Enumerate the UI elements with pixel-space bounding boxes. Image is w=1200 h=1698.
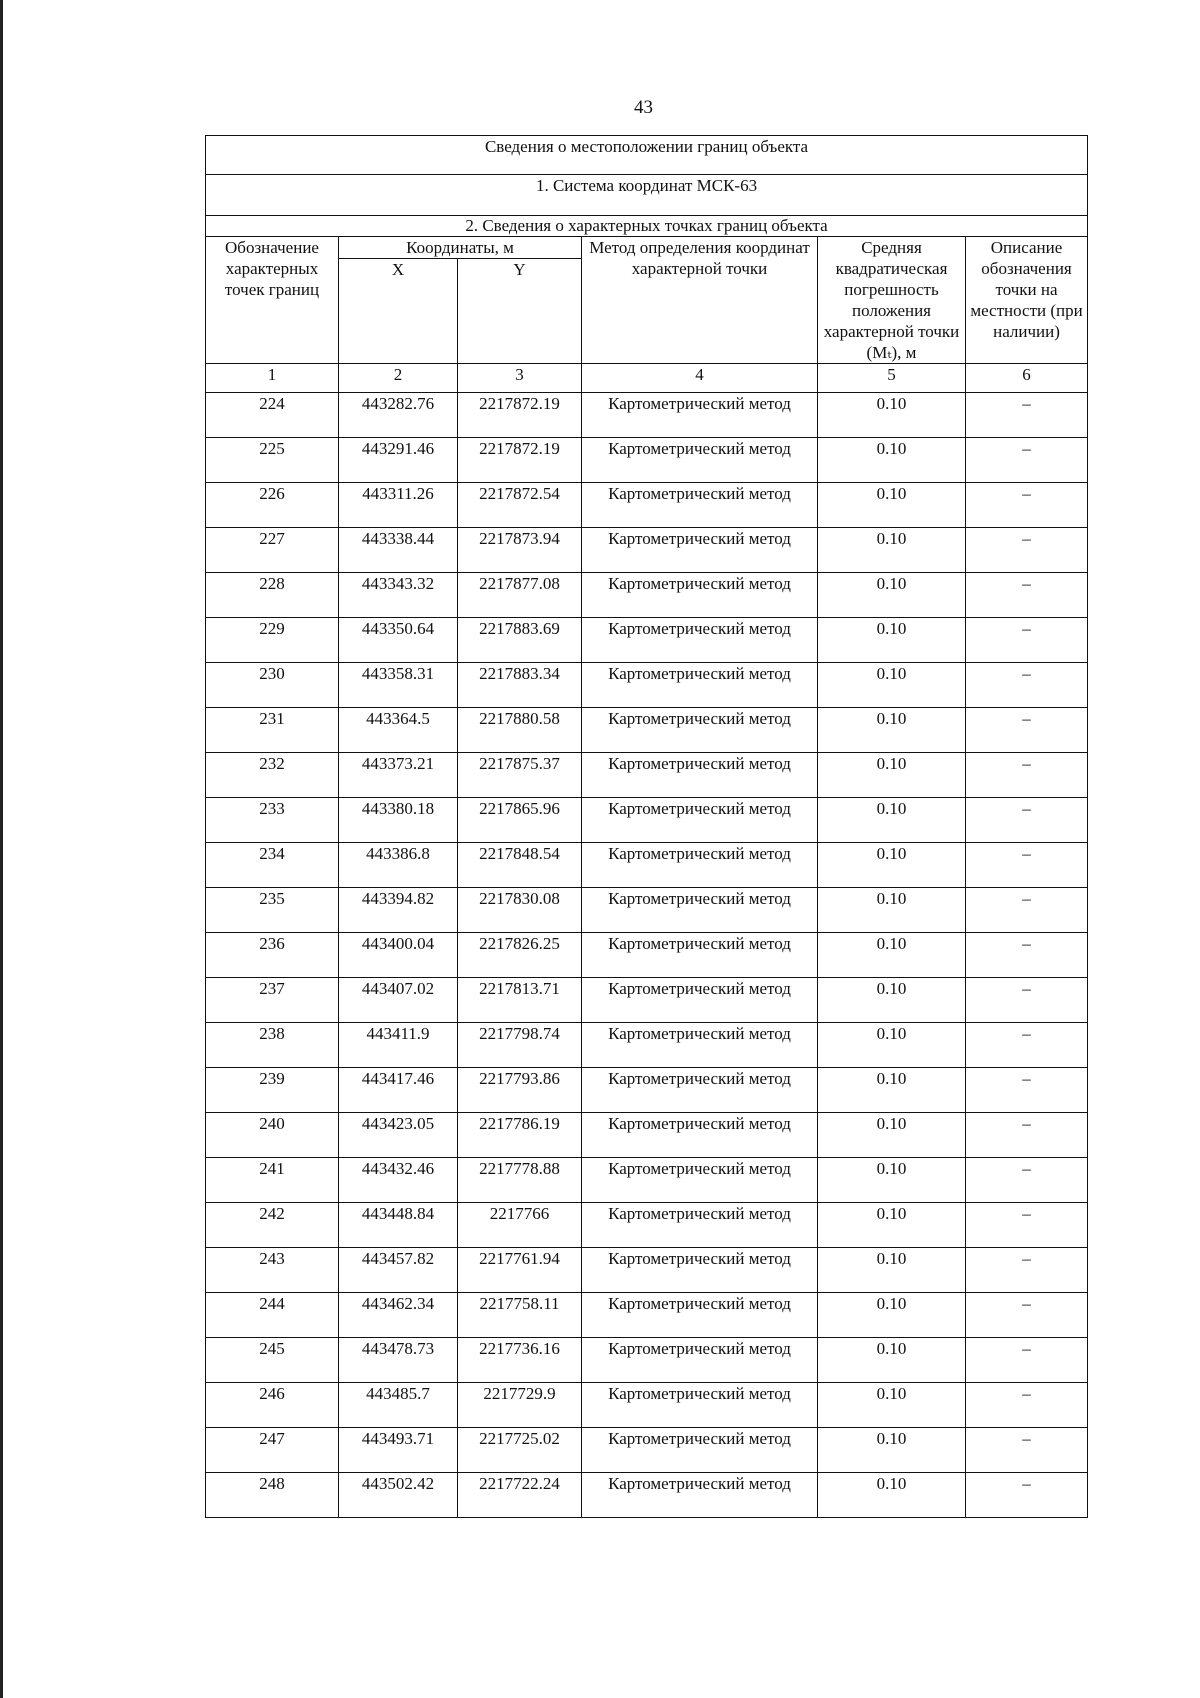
cell-error: 0.10: [818, 798, 966, 843]
table-row: [206, 753, 1088, 798]
table-row: [206, 978, 1088, 1023]
header-coords: Координаты, м: [339, 237, 582, 259]
cell-x: 443478.73: [339, 1338, 458, 1383]
cell-point: 240: [206, 1113, 339, 1158]
cell-description: –: [966, 798, 1088, 843]
cell-method: Картометрический метод: [582, 933, 818, 978]
cell-method: Картометрический метод: [582, 1293, 818, 1338]
cell-error: 0.10: [818, 573, 966, 618]
cell-point: 228: [206, 573, 339, 618]
cell-x: 443343.32: [339, 573, 458, 618]
cell-error: 0.10: [818, 528, 966, 573]
cell-y: 2217875.37: [458, 753, 582, 798]
table-row: [206, 438, 1088, 483]
cell-y: 2217872.19: [458, 393, 582, 438]
table-row: [206, 708, 1088, 753]
cell-method: Картометрический метод: [582, 1428, 818, 1473]
cell-error: 0.10: [818, 1023, 966, 1068]
column-number: 5: [818, 364, 966, 393]
cell-x: 443485.7: [339, 1383, 458, 1428]
cell-y: 2217883.34: [458, 663, 582, 708]
cell-x: 443502.42: [339, 1473, 458, 1518]
cell-point: 229: [206, 618, 339, 663]
cell-x: 443394.82: [339, 888, 458, 933]
cell-y: 2217880.58: [458, 708, 582, 753]
cell-x: 443338.44: [339, 528, 458, 573]
cell-point: 242: [206, 1203, 339, 1248]
table-row: [206, 1383, 1088, 1428]
cell-description: –: [966, 1473, 1088, 1518]
cell-description: –: [966, 933, 1088, 978]
cell-error: 0.10: [818, 1158, 966, 1203]
cell-method: Картометрический метод: [582, 978, 818, 1023]
table-row: [206, 1203, 1088, 1248]
cell-description: –: [966, 438, 1088, 483]
cell-x: 443350.64: [339, 618, 458, 663]
header-method: Метод определения координат характерной точки: [582, 237, 818, 364]
cell-method: Картометрический метод: [582, 573, 818, 618]
cell-description: –: [966, 1338, 1088, 1383]
cell-method: Картометрический метод: [582, 1248, 818, 1293]
cell-method: Картометрический метод: [582, 1383, 818, 1428]
cell-description: –: [966, 1023, 1088, 1068]
cell-method: Картометрический метод: [582, 1203, 818, 1248]
cell-y: 2217873.94: [458, 528, 582, 573]
cell-x: 443291.46: [339, 438, 458, 483]
page-number: 43: [634, 97, 653, 118]
cell-description: –: [966, 1068, 1088, 1113]
cell-x: 443386.8: [339, 843, 458, 888]
cell-method: Картометрический метод: [582, 1473, 818, 1518]
cell-point: 226: [206, 483, 339, 528]
cell-error: 0.10: [818, 978, 966, 1023]
cell-error: 0.10: [818, 438, 966, 483]
table-title: Сведения о местоположении границ объекта: [206, 136, 1088, 175]
header-row: [206, 237, 1088, 259]
cell-error: 0.10: [818, 483, 966, 528]
cell-description: –: [966, 663, 1088, 708]
cell-description: –: [966, 1428, 1088, 1473]
cell-description: –: [966, 888, 1088, 933]
table-title-row: [206, 136, 1088, 175]
column-number: 6: [966, 364, 1088, 393]
cell-description: –: [966, 1383, 1088, 1428]
cell-error: 0.10: [818, 1068, 966, 1113]
header-y: Y: [458, 259, 582, 364]
cell-y: 2217883.69: [458, 618, 582, 663]
cell-description: –: [966, 393, 1088, 438]
cell-point: 243: [206, 1248, 339, 1293]
table-row: [206, 483, 1088, 528]
cell-error: 0.10: [818, 1293, 966, 1338]
cell-point: 246: [206, 1383, 339, 1428]
header-x: X: [339, 259, 458, 364]
cell-x: 443407.02: [339, 978, 458, 1023]
cell-error: 0.10: [818, 1203, 966, 1248]
cell-method: Картометрический метод: [582, 1068, 818, 1113]
cell-method: Картометрический метод: [582, 483, 818, 528]
cell-point: 235: [206, 888, 339, 933]
cell-x: 443282.76: [339, 393, 458, 438]
header-point: Обозначение характерных точек границ: [206, 237, 339, 364]
coordinate-system-row: [206, 175, 1088, 216]
cell-y: 2217826.25: [458, 933, 582, 978]
cell-x: 443411.9: [339, 1023, 458, 1068]
cell-y: 2217813.71: [458, 978, 582, 1023]
section-title: 2. Сведения о характерных точках границ объекта: [206, 216, 1088, 237]
cell-error: 0.10: [818, 1113, 966, 1158]
column-number: 2: [339, 364, 458, 393]
cell-description: –: [966, 978, 1088, 1023]
cell-x: 443462.34: [339, 1293, 458, 1338]
cell-point: 238: [206, 1023, 339, 1068]
cell-error: 0.10: [818, 1338, 966, 1383]
cell-description: –: [966, 483, 1088, 528]
cell-error: 0.10: [818, 708, 966, 753]
table-row: [206, 573, 1088, 618]
cell-point: 232: [206, 753, 339, 798]
cell-error: 0.10: [818, 1428, 966, 1473]
cell-error: 0.10: [818, 888, 966, 933]
table-row: [206, 1338, 1088, 1383]
cell-method: Картометрический метод: [582, 843, 818, 888]
cell-point: 245: [206, 1338, 339, 1383]
cell-point: 247: [206, 1428, 339, 1473]
cell-y: 2217848.54: [458, 843, 582, 888]
cell-x: 443448.84: [339, 1203, 458, 1248]
boundary-points-table: [205, 135, 1088, 1518]
cell-point: 239: [206, 1068, 339, 1113]
cell-x: 443423.05: [339, 1113, 458, 1158]
cell-y: 2217736.16: [458, 1338, 582, 1383]
table-row: [206, 933, 1088, 978]
cell-error: 0.10: [818, 618, 966, 663]
cell-x: 443493.71: [339, 1428, 458, 1473]
cell-method: Картометрический метод: [582, 753, 818, 798]
cell-point: 230: [206, 663, 339, 708]
table-row: [206, 528, 1088, 573]
scan-edge: [0, 0, 3, 1698]
cell-description: –: [966, 618, 1088, 663]
cell-description: –: [966, 753, 1088, 798]
column-number: 4: [582, 364, 818, 393]
cell-method: Картометрический метод: [582, 618, 818, 663]
cell-error: 0.10: [818, 843, 966, 888]
table-row: [206, 1473, 1088, 1518]
cell-y: 2217761.94: [458, 1248, 582, 1293]
cell-y: 2217778.88: [458, 1158, 582, 1203]
cell-y: 2217725.02: [458, 1428, 582, 1473]
cell-point: 248: [206, 1473, 339, 1518]
cell-point: 225: [206, 438, 339, 483]
column-number: 3: [458, 364, 582, 393]
cell-point: 227: [206, 528, 339, 573]
cell-point: 224: [206, 393, 339, 438]
cell-method: Картометрический метод: [582, 663, 818, 708]
cell-point: 244: [206, 1293, 339, 1338]
cell-y: 2217793.86: [458, 1068, 582, 1113]
table-row: [206, 1428, 1088, 1473]
cell-y: 2217798.74: [458, 1023, 582, 1068]
cell-x: 443358.31: [339, 663, 458, 708]
cell-error: 0.10: [818, 933, 966, 978]
cell-error: 0.10: [818, 1383, 966, 1428]
cell-point: 234: [206, 843, 339, 888]
cell-description: –: [966, 1293, 1088, 1338]
cell-description: –: [966, 1203, 1088, 1248]
table-body: [206, 136, 1088, 1518]
cell-y: 2217766: [458, 1203, 582, 1248]
cell-method: Картометрический метод: [582, 393, 818, 438]
cell-description: –: [966, 1158, 1088, 1203]
column-number: 1: [206, 364, 339, 393]
cell-y: 2217758.11: [458, 1293, 582, 1338]
cell-method: Картометрический метод: [582, 438, 818, 483]
cell-description: –: [966, 708, 1088, 753]
cell-y: 2217722.24: [458, 1473, 582, 1518]
table-row: [206, 888, 1088, 933]
cell-error: 0.10: [818, 663, 966, 708]
cell-description: –: [966, 573, 1088, 618]
table-row: [206, 798, 1088, 843]
table-row: [206, 393, 1088, 438]
coordinate-system: 1. Система координат МСК-63: [206, 175, 1088, 216]
table-row: [206, 1068, 1088, 1113]
cell-y: 2217830.08: [458, 888, 582, 933]
cell-point: 231: [206, 708, 339, 753]
cell-error: 0.10: [818, 393, 966, 438]
cell-y: 2217877.08: [458, 573, 582, 618]
cell-method: Картометрический метод: [582, 798, 818, 843]
cell-description: –: [966, 1248, 1088, 1293]
column-number-row: [206, 364, 1088, 393]
cell-x: 443380.18: [339, 798, 458, 843]
cell-error: 0.10: [818, 1248, 966, 1293]
cell-error: 0.10: [818, 753, 966, 798]
cell-description: –: [966, 528, 1088, 573]
cell-error: 0.10: [818, 1473, 966, 1518]
table-row: [206, 1023, 1088, 1068]
section-row: [206, 216, 1088, 237]
header-description: Описание обозначения точки на местности (при наличии): [966, 237, 1088, 364]
table-row: [206, 843, 1088, 888]
cell-description: –: [966, 843, 1088, 888]
cell-y: 2217872.19: [458, 438, 582, 483]
table-row: [206, 1293, 1088, 1338]
table-row: [206, 1248, 1088, 1293]
table-row: [206, 663, 1088, 708]
cell-point: 236: [206, 933, 339, 978]
cell-x: 443417.46: [339, 1068, 458, 1113]
table-row: [206, 1113, 1088, 1158]
cell-x: 443457.82: [339, 1248, 458, 1293]
cell-x: 443400.04: [339, 933, 458, 978]
cell-method: Картометрический метод: [582, 1113, 818, 1158]
cell-method: Картометрический метод: [582, 708, 818, 753]
cell-x: 443364.5: [339, 708, 458, 753]
cell-x: 443432.46: [339, 1158, 458, 1203]
table-row: [206, 1158, 1088, 1203]
cell-x: 443311.26: [339, 483, 458, 528]
cell-method: Картометрический метод: [582, 1023, 818, 1068]
cell-x: 443373.21: [339, 753, 458, 798]
cell-y: 2217872.54: [458, 483, 582, 528]
cell-method: Картометрический метод: [582, 1338, 818, 1383]
table-row: [206, 618, 1088, 663]
cell-method: Картометрический метод: [582, 1158, 818, 1203]
cell-y: 2217865.96: [458, 798, 582, 843]
cell-method: Картометрический метод: [582, 528, 818, 573]
cell-description: –: [966, 1113, 1088, 1158]
cell-y: 2217729.9: [458, 1383, 582, 1428]
cell-point: 241: [206, 1158, 339, 1203]
cell-point: 237: [206, 978, 339, 1023]
cell-method: Картометрический метод: [582, 888, 818, 933]
header-error: Средняя квадратическая погрешность положения характерной точки (Mₜ), м: [818, 237, 966, 364]
cell-point: 233: [206, 798, 339, 843]
cell-y: 2217786.19: [458, 1113, 582, 1158]
